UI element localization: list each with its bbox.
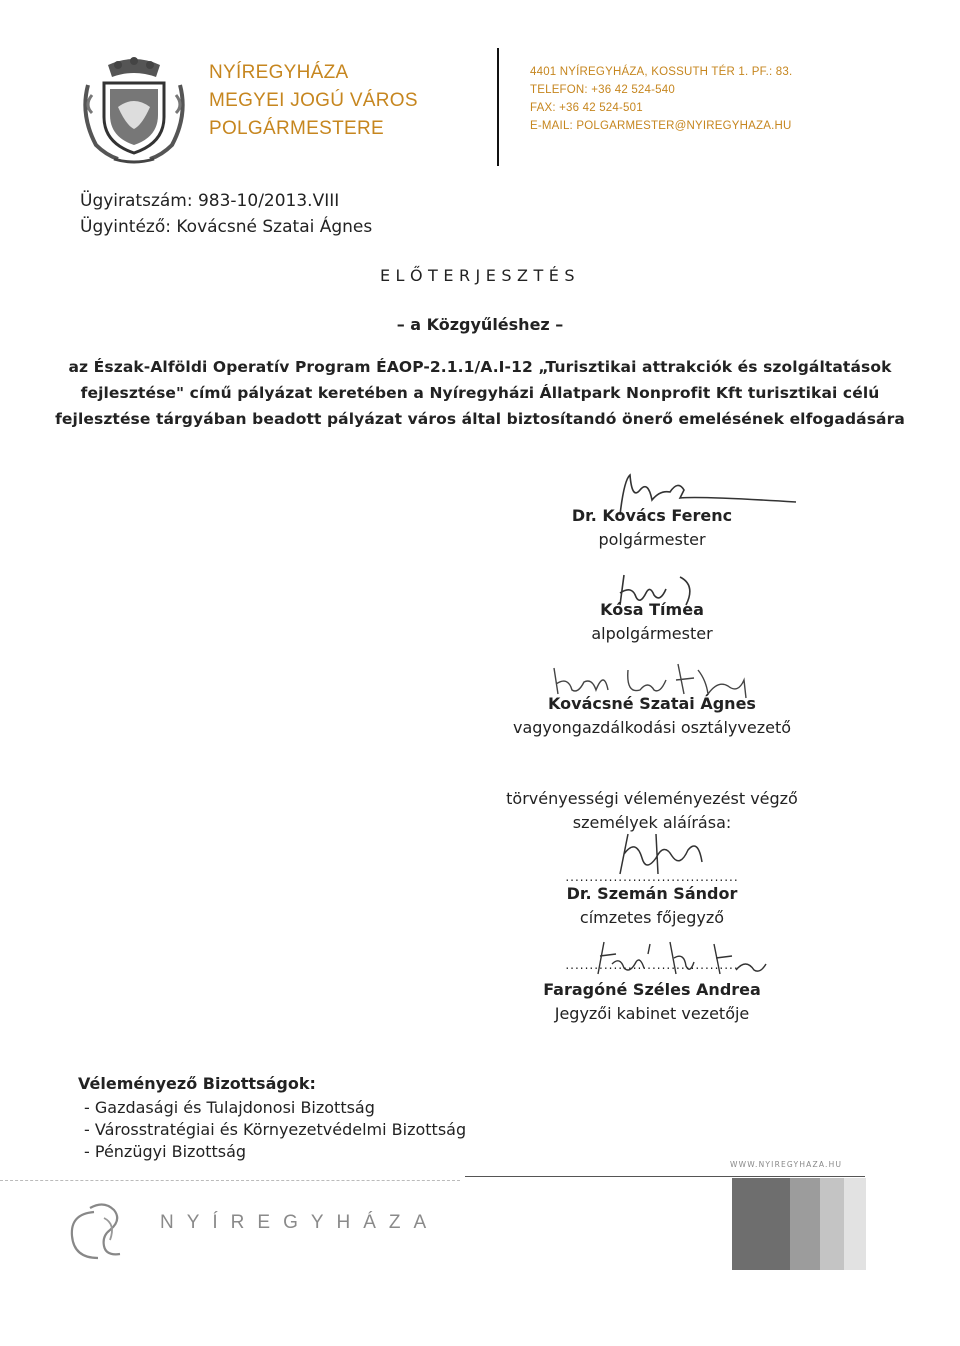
contact-phone: TELEFON: +36 42 524-540 bbox=[530, 84, 675, 96]
signatory-role: vagyongazdálkodási osztályvezető bbox=[512, 718, 792, 737]
org-name-line-2: MEGYEI JOGÚ VÁROS bbox=[209, 90, 418, 111]
nyiregyhaza-logo-icon bbox=[64, 1200, 134, 1264]
subject-line-2: fejlesztése" című pályázat keretében a Nyíregyházi Állatpark Nonprofit Kft turisztikai célú bbox=[80, 384, 880, 402]
signature-faragone-szeles-andrea bbox=[590, 934, 770, 980]
legal-review-heading: törvényességi véleményezést végző bbox=[506, 789, 798, 808]
signatory-role: alpolgármester bbox=[591, 624, 713, 643]
committee-item: - Pénzügyi Bizottság bbox=[84, 1142, 247, 1161]
header-divider bbox=[497, 48, 499, 166]
footer-color-bar bbox=[732, 1178, 790, 1270]
footer-color-bar bbox=[790, 1178, 820, 1270]
legal-review-heading: személyek aláírása: bbox=[572, 813, 732, 832]
coat-of-arms-icon bbox=[78, 55, 190, 165]
reviewer-name: Faragóné Széles Andrea bbox=[543, 980, 761, 999]
signatory-name: Dr. Kovács Ferenc bbox=[571, 506, 733, 525]
document-title: ELŐTERJESZTÉS bbox=[379, 266, 581, 285]
signatory-role: polgármester bbox=[598, 530, 706, 549]
signatory-name: Kovácsné Szatai Ágnes bbox=[548, 694, 756, 713]
reviewer-name: Dr. Szemán Sándor bbox=[566, 884, 738, 903]
footer-color-bar bbox=[820, 1178, 844, 1270]
subject-line-1: az Észak-Alföldi Operatív Program ÉAOP-2.1.1/A.I-12 „Turisztikai attrakciók és szolgáltatások bbox=[68, 358, 892, 376]
footer-rule bbox=[465, 1176, 865, 1177]
committee-item: - Gazdasági és Tulajdonosi Bizottság bbox=[84, 1098, 375, 1117]
footer-color-bar bbox=[844, 1178, 866, 1270]
signature-line: .................................... bbox=[565, 870, 739, 884]
subject-line-3: fejlesztése tárgyában beadott pályázat város által biztosítandó önerő emelésének elfogadására bbox=[55, 410, 905, 428]
signature-kovacsne-szatai-agnes bbox=[548, 650, 788, 700]
org-name-line-3: POLGÁRMESTERE bbox=[209, 118, 384, 139]
signatory-name: Kósa Tímea bbox=[600, 600, 704, 619]
case-officer: Ügyintéző: Kovácsné Szatai Ágnes bbox=[80, 217, 373, 237]
reviewer-role: Jegyzői kabinet vezetője bbox=[554, 1004, 750, 1023]
contact-address: 4401 NYÍREGYHÁZA, KOSSUTH TÉR 1. PF.: 83. bbox=[530, 66, 793, 78]
footer-brand: NYÍREGYHÁZA bbox=[160, 1212, 440, 1233]
committee-item: - Városstratégiai és Környezetvédelmi Bizottság bbox=[84, 1120, 467, 1139]
reviewer-role: címzetes főjegyző bbox=[579, 908, 725, 927]
signature-line: .................................... bbox=[565, 958, 739, 972]
org-name-line-1: NYÍREGYHÁZA bbox=[209, 62, 349, 83]
contact-fax: FAX: +36 42 524-501 bbox=[530, 102, 643, 114]
document-subtitle: – a Közgyűléshez – bbox=[396, 315, 564, 334]
committees-title: Véleményező Bizottságok: bbox=[78, 1074, 316, 1093]
contact-email: E-MAIL: POLGARMESTER@NYIREGYHAZA.HU bbox=[530, 120, 792, 132]
case-number: Ügyiratszám: 983-10/2013.VIII bbox=[80, 191, 340, 211]
footer-url: WWW.NYIREGYHAZA.HU bbox=[730, 1160, 843, 1169]
footer-divider bbox=[0, 1180, 460, 1182]
